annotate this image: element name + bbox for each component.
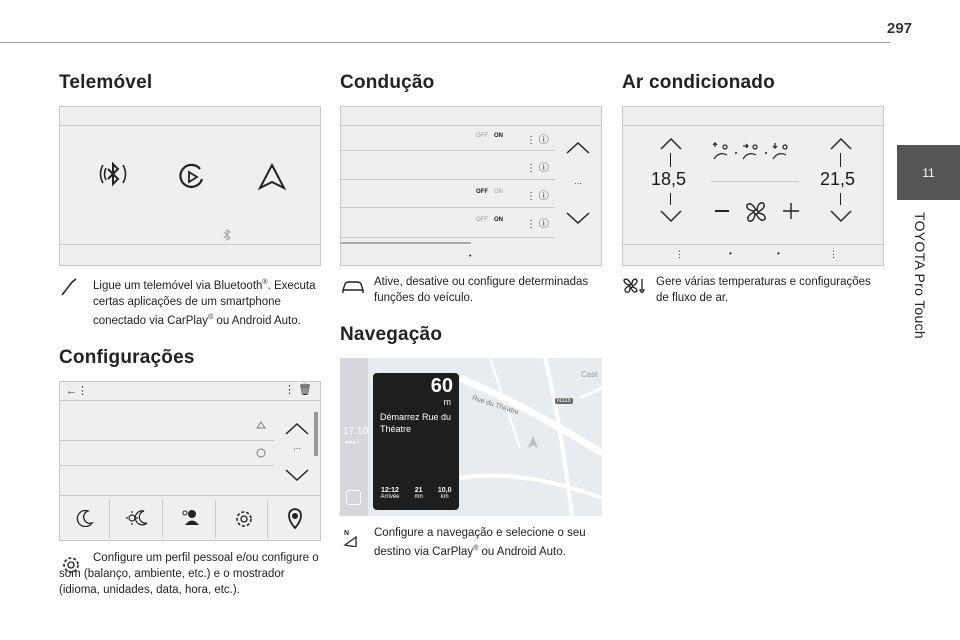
profile-icon[interactable] [180, 507, 200, 527]
night-mode-icon[interactable] [76, 509, 94, 527]
ar-screen [622, 106, 884, 266]
location-settings-icon[interactable] [285, 507, 305, 529]
navegacao-description [340, 525, 602, 560]
divider [623, 244, 883, 245]
navegacao-desc-a: Configure a navegação e selecione o seu destino via CarPlay [374, 527, 586, 558]
column-middle [340, 72, 602, 560]
scrollbar[interactable] [314, 412, 318, 456]
tick [670, 153, 671, 167]
more-icon[interactable]: … [574, 177, 582, 186]
divider [162, 500, 163, 538]
back-arrow-icon[interactable]: ←⋮ [66, 384, 88, 397]
android-auto-icon [258, 163, 286, 191]
nav-trip-info [373, 487, 459, 500]
navigation-arrow-icon [340, 527, 366, 547]
divider [341, 150, 555, 151]
fan-icon [743, 199, 769, 225]
dot-icon: • [729, 249, 732, 258]
divider [60, 440, 274, 441]
temp-left-up-icon[interactable] [659, 137, 683, 151]
column-left [59, 72, 321, 598]
divider [341, 125, 601, 126]
apps-button-icon[interactable] [346, 490, 361, 505]
ar-desc-text: Gere várias temperaturas e configurações de fluxo de ar. [656, 276, 871, 304]
fan-increase-icon[interactable] [783, 203, 799, 219]
column-right [622, 72, 884, 306]
menu-icon[interactable]: ⋮ [829, 249, 838, 259]
remaining-min: 21 [414, 487, 423, 494]
menu-icon[interactable]: ⋮ [675, 249, 684, 259]
settings-gear-icon[interactable] [232, 507, 254, 529]
telemovel-title: Telemóvel [59, 72, 153, 93]
nav-distance: 60 [430, 375, 453, 397]
carplay-icon [178, 163, 206, 191]
conducao-description [340, 274, 602, 306]
telemovel-description [59, 275, 321, 329]
climate-fan-icon [622, 276, 648, 296]
divider [60, 125, 320, 126]
registered-mark: ® [208, 313, 214, 321]
registered-mark: ® [473, 545, 479, 552]
navegacao-title: Navegação [340, 324, 443, 345]
scroll-up-icon[interactable] [284, 422, 310, 436]
gear-icon [59, 554, 85, 574]
temp-right-down-icon[interactable] [829, 209, 853, 223]
svg-text:N: N [344, 530, 350, 537]
temp-left: 18,5 [651, 169, 687, 189]
phone-pen-icon [59, 277, 85, 297]
temp-left-down-icon[interactable] [659, 209, 683, 223]
dot-icon: • [777, 249, 780, 258]
chapter-tab: 11 [897, 145, 960, 200]
scroll-down-icon[interactable] [565, 211, 591, 225]
conducao-desc-text: Ative, desative ou configure determinadas funções do veículo. [374, 276, 589, 304]
bluetooth-icon [98, 159, 130, 195]
divider [711, 181, 799, 182]
telemovel-screen [59, 106, 321, 266]
divider [60, 400, 320, 401]
map-street-label: Rue du Théatre [471, 394, 520, 417]
navegacao-desc-b: ou Android Auto. [478, 545, 566, 558]
temp-right-up-icon[interactable] [829, 137, 853, 151]
tick [840, 153, 841, 167]
road-number-badge: N118 [557, 398, 571, 404]
toggle-3[interactable]: OFF ON [476, 217, 503, 223]
row-4-menu-info-icon[interactable]: ⋮ ⓘ [526, 219, 549, 230]
ar-title: Ar condicionado [622, 72, 775, 93]
divider [60, 495, 320, 496]
remaining-min-label: mn [414, 494, 423, 500]
day-night-icon[interactable] [125, 508, 149, 528]
toggle-2[interactable]: OFF ON [476, 189, 503, 195]
progress-bar [341, 242, 471, 244]
page-number: 297 [887, 20, 913, 37]
divider [215, 500, 216, 538]
divider [341, 237, 555, 238]
toggle-1[interactable]: OFF ON [476, 133, 503, 139]
position-arrow-icon [528, 436, 538, 448]
divider [341, 179, 555, 180]
divider [623, 125, 883, 126]
conducao-screen [340, 106, 602, 266]
configuracoes-desc-text: Configure um perfil pessoal e/ou configure o som (balanço, ambiente, etc.) e o mostrador (idioma, unidades, data, hora, etc.). [59, 551, 319, 596]
nav-distance-unit: m [443, 397, 451, 407]
menu-delete-icon[interactable]: ⋮ 🗑 [283, 383, 312, 396]
row-1-menu-info-icon[interactable]: ⋮ ⓘ [526, 135, 549, 146]
top-rule [0, 42, 890, 43]
remaining-km-label: km [440, 494, 449, 500]
more-icon[interactable]: … [293, 441, 301, 451]
arrival-time: 12:12 [381, 487, 399, 494]
nav-clock: 17:10 [343, 426, 369, 437]
configuracoes-title: Configurações [59, 346, 195, 368]
arrival-label: Arrivée [380, 494, 400, 500]
small-bluetooth-icon [223, 229, 231, 241]
navegacao-map[interactable] [340, 358, 602, 516]
telemovel-desc-c: ou Android Auto. [213, 314, 301, 327]
chapter-title: TOYOTA Pro Touch [912, 212, 928, 339]
scroll-up-icon[interactable] [565, 141, 591, 155]
tick [840, 193, 841, 205]
remaining-km: 10,0 [437, 487, 452, 494]
conducao-title: Condução [340, 72, 435, 93]
ar-description [622, 274, 884, 306]
telemovel-desc-b: . Executa certas aplicações de um smartphone conectado via CarPlay [93, 279, 316, 327]
fan-decrease-icon[interactable] [715, 210, 729, 212]
row-2-menu-info-icon[interactable]: ⋮ ⓘ [526, 163, 549, 174]
nav-instruction: Démarrez Rue du Théatre [380, 412, 452, 434]
warning-small-icon [256, 421, 266, 429]
map-place-label: Cast [581, 370, 598, 379]
configuracoes-description [59, 550, 321, 598]
telemovel-desc-a: Ligue um telemóvel via Bluetooth [93, 279, 263, 292]
divider [267, 500, 268, 538]
signal-dots-icon: ●●●○ [345, 440, 360, 446]
configuracoes-screen [59, 381, 321, 541]
divider [341, 207, 555, 208]
temp-right: 21,5 [820, 169, 856, 189]
car-icon [340, 276, 366, 296]
scroll-down-icon[interactable] [284, 468, 310, 482]
nav-instruction-card [373, 373, 459, 510]
registered-mark: ® [262, 279, 268, 286]
airflow-modes-icon[interactable] [711, 141, 801, 163]
row-3-menu-info-icon[interactable]: ⋮ ⓘ [526, 191, 549, 202]
info-small-icon [256, 448, 266, 458]
divider [109, 500, 110, 538]
page-dot-icon: • [469, 253, 472, 260]
divider [60, 244, 320, 245]
divider [60, 465, 274, 466]
tick [670, 193, 671, 205]
